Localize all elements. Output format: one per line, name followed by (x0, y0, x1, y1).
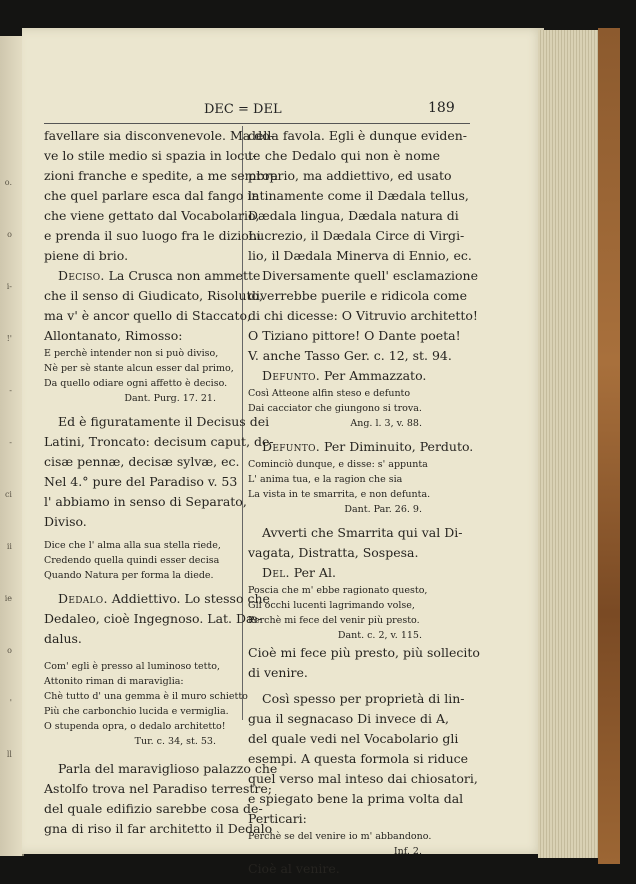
text-line: che il senso di Giudicato, Risoluto, (44, 288, 264, 303)
quote-line: La vista in te smarrita, e non defunta. (248, 489, 431, 500)
text-line: piene di brio. (44, 248, 129, 263)
text-line: Così spesso per proprietà di lin- (262, 691, 465, 706)
quote-inf2 (248, 583, 440, 628)
text-line: quel verso mal inteso dai chiosatori, (248, 771, 478, 786)
text-line: Ed è figuratamente il Decisus dei (58, 414, 270, 429)
text-line: Parla del maraviglioso palazzo che (58, 761, 278, 776)
entry-del: Del. Per Al. (262, 565, 336, 580)
citation-tur: Tur. c. 34, st. 53. (134, 736, 216, 747)
quote-line: L' anima tua, e la ragion che sia (248, 474, 403, 485)
quote-line: Com' egli è presso al luminoso tetto, (44, 661, 220, 672)
quote-line: Così Atteone alfin steso e defunto (248, 388, 411, 399)
text-line: te che Dedalo qui non è nome (248, 148, 440, 163)
paragraph-deciso (44, 286, 264, 346)
headword-defunto-2: Defunto. (262, 439, 321, 454)
paragraph-cosi (248, 689, 478, 829)
running-head-sep: = (238, 102, 249, 117)
entry-defunto-2: Defunto. Per Diminuito, Perduto. (262, 439, 474, 454)
header-rule (44, 123, 470, 124)
headword-defunto-1: Defunto. (262, 368, 321, 383)
text-line: V. anche Tasso Ger. c. 12, st. 94. (248, 348, 452, 363)
text-line: gua il segnacaso Di invece di A, (248, 711, 449, 726)
facing-page-fragment: o (7, 230, 12, 239)
quote-line: Credendo quella quindi esser decisa (44, 555, 220, 566)
page-fore-edge (538, 30, 600, 858)
quote-line: Cominciò dunque, e disse: s' appunta (248, 459, 428, 470)
quote-line: Gli occhi lucenti lagrimando volse, (248, 600, 415, 611)
text-line: lio, il Dædala Minerva di Ennio, ec. (248, 248, 472, 263)
citation-purg: Dant. Purg. 17. 21. (124, 393, 216, 404)
text-line: di venire. (248, 665, 308, 680)
column-right (248, 126, 480, 879)
quote-line: Da quello odiare ogni affetto è deciso. (44, 378, 228, 389)
paragraph-cioe (248, 643, 480, 683)
facing-page-fragment: - (9, 386, 12, 395)
paragraph-dedalo (44, 609, 262, 649)
entry-defunto-1: Defunto. Per Ammazzato. (262, 368, 427, 383)
text-line: Lucrezio, il Dædala Circe di Virgi- (248, 228, 465, 243)
quote-tur (44, 659, 248, 734)
quote-line: Più che carbonchio lucida e vermiglia. (44, 706, 229, 717)
citation-ang: Ang. l. 3, v. 88. (350, 418, 422, 429)
page-number: 189 (428, 100, 455, 116)
text-line: Cioè mi fece più presto, più sollecito (248, 645, 480, 660)
quote-line: O stupenda opra, o dedalo architetto! (44, 721, 226, 732)
text-line: dalus. (44, 631, 82, 646)
quote-line: E perchè intender non si può diviso, (44, 348, 219, 359)
facing-page-fragment: - (9, 438, 12, 447)
text-line: Nel 4.° pure del Paradiso v. 53 (44, 474, 238, 489)
citation-inf: Inf. 2. (393, 846, 422, 857)
text-line: di chi dicesse: O Vitruvio architetto! (248, 308, 478, 323)
headword-del: Del. (262, 565, 290, 580)
text-line: che quel parlare esca dal fango in (44, 188, 260, 203)
facing-page-fragment: o (7, 646, 12, 655)
quote-line: Quando Natura per forma la diede. (44, 570, 214, 581)
text-line: Diversamente quell' esclamazione (262, 268, 478, 283)
text-line: Allontanato, Rimosso: (44, 328, 183, 343)
quote-line: Poscia che m' ebbe ragionato questo, (248, 585, 428, 596)
text-line: esempi. A questa formola si riduce (248, 751, 469, 766)
facing-page-fragment: ie (4, 594, 12, 603)
text-line: e prenda il suo luogo fra le dizioni (44, 228, 261, 243)
citation-dant-c2: Dant. c. 2, v. 115. (337, 630, 422, 641)
book-cover (598, 28, 620, 864)
quote-line: Attonito riman di maraviglia: (44, 676, 184, 687)
paragraph-favola (248, 126, 472, 266)
facing-page-fragment: ' (9, 698, 12, 707)
running-head (204, 102, 282, 117)
entry-deciso: Deciso. La Crusca non ammette (58, 268, 261, 283)
quote-line: Dice che l' alma alla sua stella riede, (44, 540, 221, 551)
quote-par (248, 457, 440, 502)
quote-line: Chè tutto d' una gemma è il muro schietto (44, 691, 248, 702)
quote-line: Perchè se del venire io m' abbandono. (248, 831, 432, 842)
running-head-right: DEL (253, 102, 282, 117)
text-line: della favola. Egli è dunque eviden- (248, 128, 468, 143)
quote-purg (44, 346, 234, 391)
text-line: latinamente come il Dædala tellus, (248, 188, 469, 203)
facing-page-fragment: ci (4, 490, 12, 499)
text-line: proprio, ma addiettivo, ed usato (248, 168, 452, 183)
facing-page-fragment: ll (6, 750, 12, 759)
text-line: e spiegato bene la prima volta dal (248, 791, 464, 806)
headword-deciso: Deciso. (58, 268, 105, 283)
facing-page-fragment: ii (6, 542, 12, 551)
text-line: O Tiziano pittore! O Dante poeta! (248, 328, 461, 343)
text-line: Dædala lingua, Dædala natura di (248, 208, 459, 223)
text-line: Diviso. (44, 514, 87, 529)
quote-line: Dai cacciator che giungono si trova. (248, 403, 422, 414)
text-line: Latini, Troncato: decisum caput, de- (44, 434, 274, 449)
facing-page-fragment: i- (6, 282, 12, 291)
text-line: cisæ pennæ, decisæ sylvæ, ec. (44, 454, 240, 469)
quote-perche (248, 829, 440, 844)
paragraph-favellare (44, 126, 278, 266)
running-head-left: DEC (204, 102, 234, 117)
text-line: zioni franche e spedite, a me sembra (44, 168, 278, 183)
text-line: Astolfo trova nel Paradiso terrestre; (44, 781, 272, 796)
headword-dedalo: Dedalo. (58, 591, 108, 606)
text-line: gna di riso il far architetto il Dedalo (44, 821, 273, 836)
text-line: favellare sia disconvenevole. Ma do- (44, 128, 274, 143)
paragraph-decisus (44, 412, 274, 532)
citation-par: Dant. Par. 26. 9. (344, 504, 422, 515)
text-line: vagata, Distratta, Sospesa. (248, 545, 419, 560)
text-line: ve lo stile medio si spazia in locu- (44, 148, 257, 163)
line-cioe-al-venire: Cioè al venire. (248, 861, 340, 876)
paragraph-diversamente (248, 266, 478, 366)
quote-line: Nè per sè stante alcun esser dal primo, (44, 363, 234, 374)
text-line: diverrebbe puerile e ridicola come (248, 288, 468, 303)
facing-page-fragment: !' (6, 334, 12, 343)
text-line: che viene gettato dal Vocabolario, (44, 208, 260, 223)
facing-page-fragment: o. (4, 178, 12, 187)
quote-line: Perchè mi fece del venir più presto. (248, 615, 420, 626)
text-line: Dedaleo, cioè Ingegnoso. Lat. Dæ- (44, 611, 262, 626)
quote-paradiso (44, 538, 234, 583)
text-line: del quale vedi nel Vocabolario gli (248, 731, 459, 746)
text-line: Perticari: (248, 811, 307, 826)
quote-ang (248, 386, 440, 416)
paragraph-avverti (248, 523, 463, 563)
text-line: ma v' è ancor quello di Staccato, (44, 308, 252, 323)
text-line: del quale edifizio sarebbe cosa de- (44, 801, 263, 816)
entry-dedalo: Dedalo. Addiettivo. Lo stesso che (58, 591, 270, 606)
text-line: Avverti che Smarrita qui val Di- (262, 525, 463, 540)
text-line: l' abbiamo in senso di Separato, (44, 494, 247, 509)
